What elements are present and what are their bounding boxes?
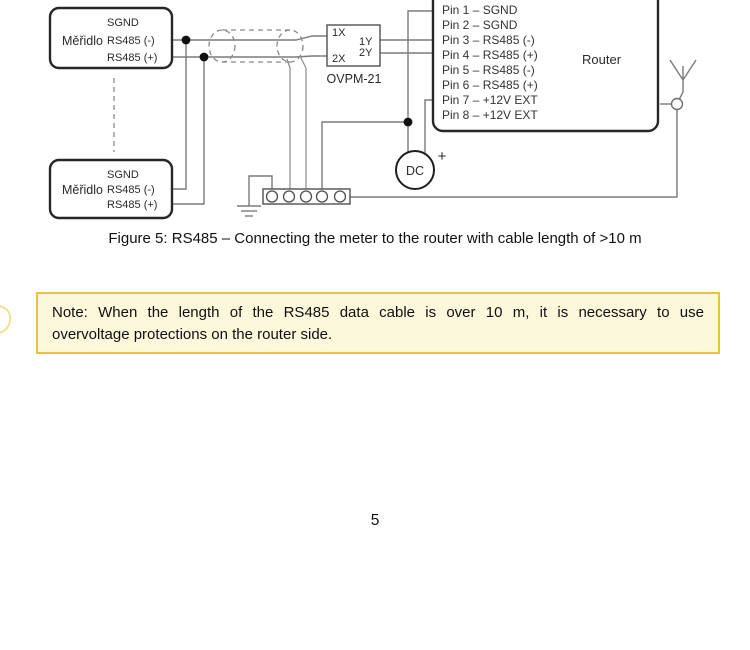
router-pin-3: Pin 3 – RS485 (-) xyxy=(442,33,535,47)
ground-icon xyxy=(237,206,261,216)
figure-caption: Figure 5: RS485 – Connecting the meter to the router with cable length of >10 m xyxy=(108,230,642,247)
meter-1-label: Měřidlo xyxy=(62,34,103,48)
ovpm-router-wires xyxy=(380,40,433,53)
router-pin-1: Pin 1 – SGND xyxy=(442,3,518,17)
dc-supply xyxy=(396,148,447,189)
shield-drain-wires xyxy=(287,56,306,193)
grounding-bar xyxy=(263,189,350,204)
ovpm-title: OVPM-21 xyxy=(326,72,382,86)
page-number: 5 xyxy=(370,512,380,529)
meter-1-box xyxy=(50,8,172,68)
meter-1-port-rs485-minus: RS485 (-) xyxy=(107,35,155,47)
note-text-line-1: Note: When the length of the RS485 data cable is over 10 m, it is necessary to use xyxy=(52,304,704,321)
ovpm-port-1y: 1Y xyxy=(359,36,373,48)
router-pin-6: Pin 6 – RS485 (+) xyxy=(442,78,538,92)
page-margin-mark xyxy=(0,302,16,338)
router-pin-8: Pin 8 – +12V EXT xyxy=(442,108,538,122)
note-box xyxy=(36,292,720,354)
note-text-line-2: overvoltage protections on the router side. xyxy=(52,326,333,343)
meter-2-box xyxy=(50,160,172,218)
router-label: Router xyxy=(582,52,622,67)
meter-2-port-rs485-plus: RS485 (+) xyxy=(107,199,158,211)
meter-2-port-rs485-minus: RS485 (-) xyxy=(107,184,155,196)
ovpm-port-2y: 2Y xyxy=(359,47,373,59)
meter-1-port-rs485-plus: RS485 (+) xyxy=(107,52,158,64)
meter-2-port-sgnd: SGND xyxy=(107,169,139,181)
meter-2-label: Měřidlo xyxy=(62,183,103,197)
router-pin-7: Pin 7 – +12V EXT xyxy=(442,93,538,107)
wiring-diagram xyxy=(0,0,750,226)
meter-1-port-sgnd: SGND xyxy=(107,17,139,29)
ovpm-port-1x: 1X xyxy=(332,27,346,39)
antenna-icon xyxy=(670,60,696,110)
ovpm-box xyxy=(327,25,382,86)
router-box xyxy=(433,0,658,131)
dc-plus-sign: + xyxy=(437,148,447,165)
dc-label: DC xyxy=(405,164,425,178)
router-pin-5: Pin 5 – RS485 (-) xyxy=(442,63,535,77)
router-pin-4: Pin 4 – RS485 (+) xyxy=(442,48,538,62)
ovpm-port-2x: 2X xyxy=(332,53,346,65)
router-pin-2: Pin 2 – SGND xyxy=(442,18,518,32)
